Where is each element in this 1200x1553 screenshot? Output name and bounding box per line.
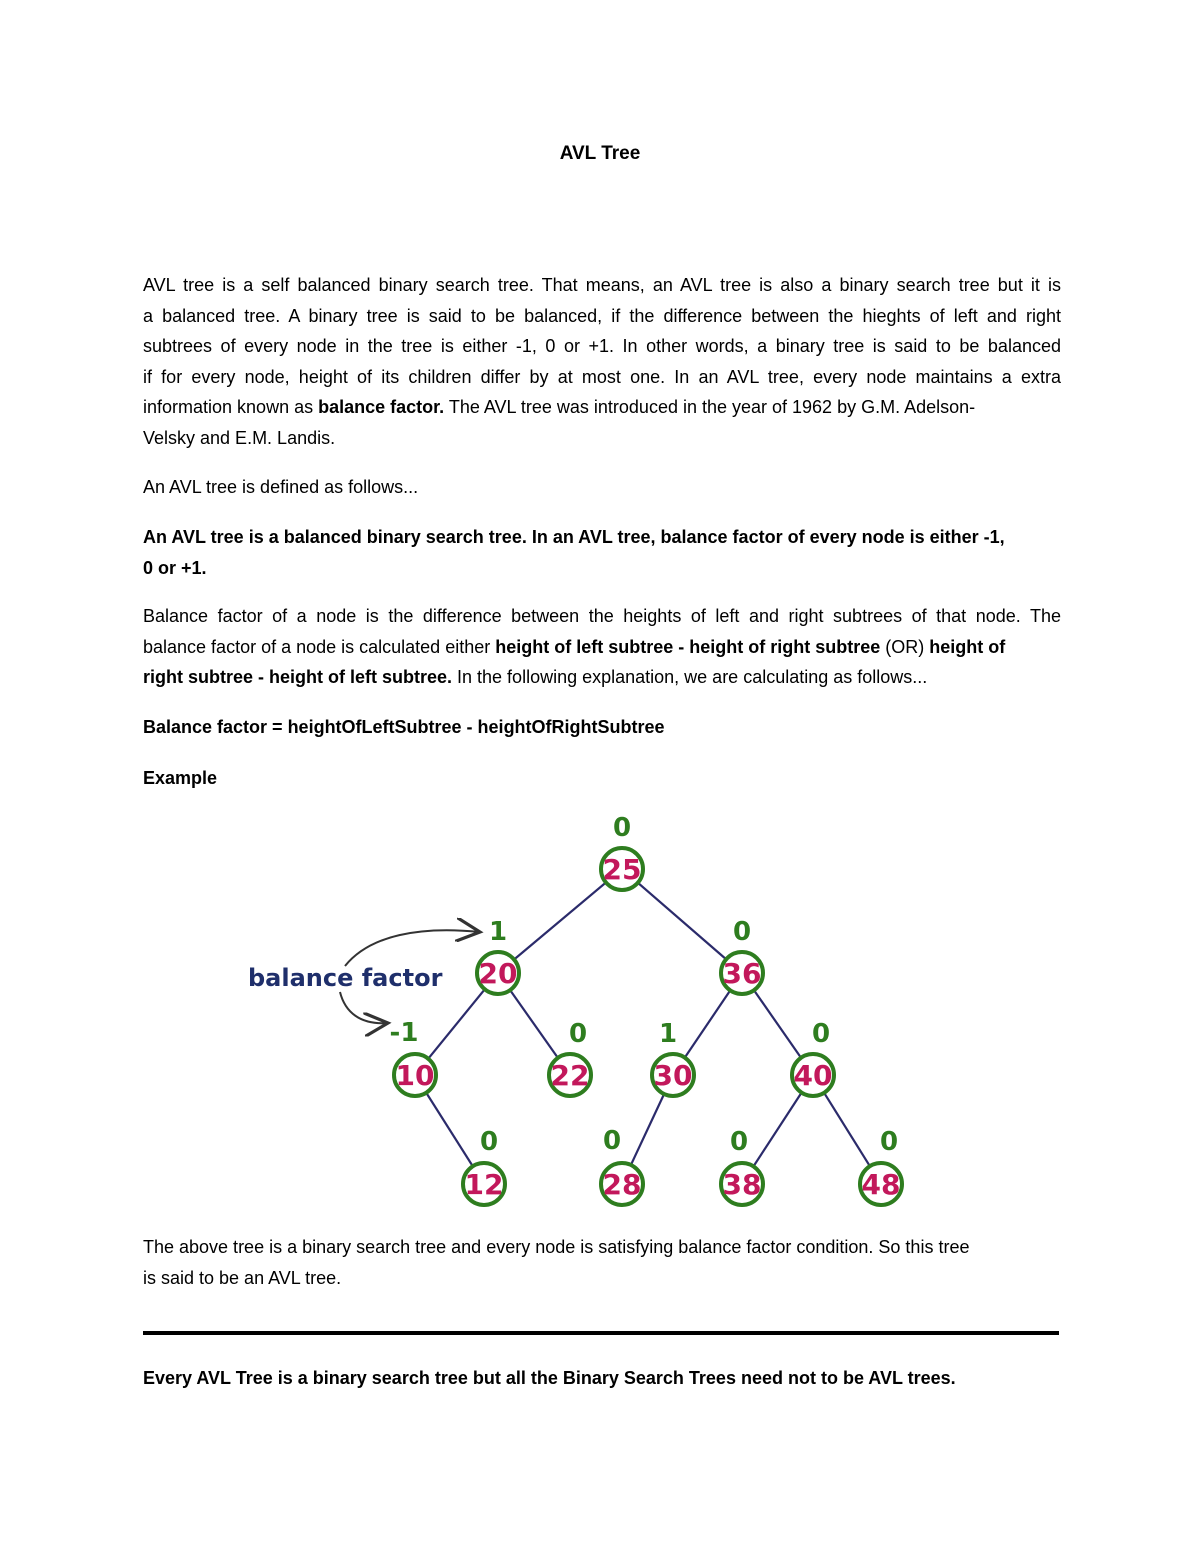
balance-factor-value: 0	[732, 917, 752, 947]
conclusion-paragraph	[143, 1232, 1061, 1293]
balance-factor-value: 0	[602, 1126, 622, 1156]
tree-edge-40-48	[824, 1093, 870, 1166]
balance-factor-value: 0	[479, 1127, 499, 1157]
tree-node-48	[860, 1127, 902, 1205]
tree-node-28	[601, 1126, 643, 1205]
tree-node-20	[477, 917, 519, 994]
callout-arrow-upper	[345, 930, 480, 966]
balance-factor-value: 0	[811, 1019, 831, 1049]
defined-as-line: An AVL tree is defined as follows...	[143, 477, 419, 497]
tree-edge-36-30	[685, 990, 730, 1057]
balance-factor-value: 0	[879, 1127, 899, 1157]
balance-factor-value: 0	[729, 1127, 749, 1157]
tree-nodes	[390, 813, 902, 1205]
intro-line: a balanced tree. A binary tree is said to be balanced, if the difference between the hieghts of left and right	[143, 305, 1061, 326]
definition-line: 0 or +1.	[143, 557, 207, 578]
node-key: 10	[395, 1059, 435, 1092]
tree-node-30	[652, 1019, 694, 1096]
intro-line: subtrees of every node in the tree is either -1, 0 or +1. In other words, a binary tree is said to be balanced	[143, 336, 1061, 356]
intro-text: information known as	[143, 397, 319, 417]
balance-factor-value: 0	[568, 1019, 588, 1049]
node-key: 12	[464, 1168, 504, 1201]
conclusion-line: The above tree is a binary search tree and every node is satisfying balance factor condition. So this tree	[143, 1237, 970, 1257]
horizontal-rule	[143, 1331, 1059, 1335]
bf-bold-text: height of	[929, 636, 1006, 657]
intro-line: Velsky and E.M. Landis.	[143, 427, 336, 448]
node-key: 25	[602, 853, 642, 886]
intro-text: The AVL tree was introduced in the year of 1962 by G.M. Adelson-	[444, 397, 976, 417]
tree-edge-20-10	[428, 989, 484, 1058]
node-key: 20	[478, 957, 518, 990]
tree-edge-10-12	[426, 1093, 473, 1167]
bf-bold-text: height of left subtree - height of right subtree	[495, 636, 881, 657]
callout-label: balance factor	[248, 964, 443, 992]
balance-factor-value: 1	[488, 917, 508, 947]
node-key: 36	[722, 957, 762, 990]
closing-text: Every AVL Tree is a binary search tree but all the Binary Search Trees need not to be AVL trees.	[143, 1368, 956, 1388]
tree-node-38	[721, 1127, 763, 1205]
balance-factor-value: 1	[658, 1019, 678, 1049]
tree-edge-25-20	[514, 882, 606, 959]
tree-edge-40-38	[753, 1093, 801, 1167]
conclusion-line: is said to be an AVL tree.	[143, 1267, 342, 1288]
formula-text: Balance factor = heightOfLeftSubtree - heightOfRightSubtree	[143, 717, 665, 737]
intro-line: if for every node, height of its children differ by at most one. In an AVL tree, every node maintains a extra	[143, 366, 1061, 387]
page-title: AVL Tree	[559, 143, 641, 164]
bf-text: (OR)	[880, 636, 930, 657]
bf-bold-text: right subtree - height of left subtree.	[143, 667, 453, 687]
node-key: 30	[653, 1059, 693, 1092]
balance-factor-value: 0	[612, 813, 632, 843]
tree-node-22	[549, 1019, 591, 1096]
node-key: 40	[793, 1059, 833, 1092]
tree-node-12	[463, 1127, 505, 1205]
intro-line: AVL tree is a self balanced binary search tree. That means, an AVL tree is also a binary search tree but it is	[143, 275, 1061, 295]
tree-edge-25-36	[638, 883, 726, 959]
tree-node-36	[721, 917, 763, 994]
tree-edge-20-22	[510, 990, 558, 1058]
closing-statement	[143, 1363, 1061, 1394]
balance-factor-value: -1	[389, 1018, 419, 1048]
callout-arrow-lower	[340, 992, 388, 1023]
bf-line: Balance factor of a node is the difference between the heights of left and right subtrees of that node. The	[143, 606, 1061, 626]
tree-node-10	[390, 1018, 436, 1096]
tree-edge-30-28	[631, 1094, 664, 1165]
definition-line: An AVL tree is a balanced binary search tree. In an AVL tree, balance factor of every node is either -1,	[143, 527, 1005, 547]
tree-node-25	[601, 813, 643, 890]
node-key: 48	[861, 1168, 901, 1201]
example-heading-text: Example	[143, 768, 218, 788]
bf-text: In the following explanation, we are calculating as follows...	[452, 667, 928, 687]
bf-text: balance factor of a node is calculated either	[143, 636, 496, 657]
node-key: 22	[550, 1059, 590, 1092]
balance-factor-callout	[248, 930, 480, 1023]
tree-edge-36-40	[754, 990, 801, 1058]
tree-node-40	[792, 1019, 834, 1096]
node-key: 38	[722, 1168, 762, 1201]
balance-factor-term: balance factor.	[318, 397, 445, 417]
node-key: 28	[602, 1168, 642, 1201]
